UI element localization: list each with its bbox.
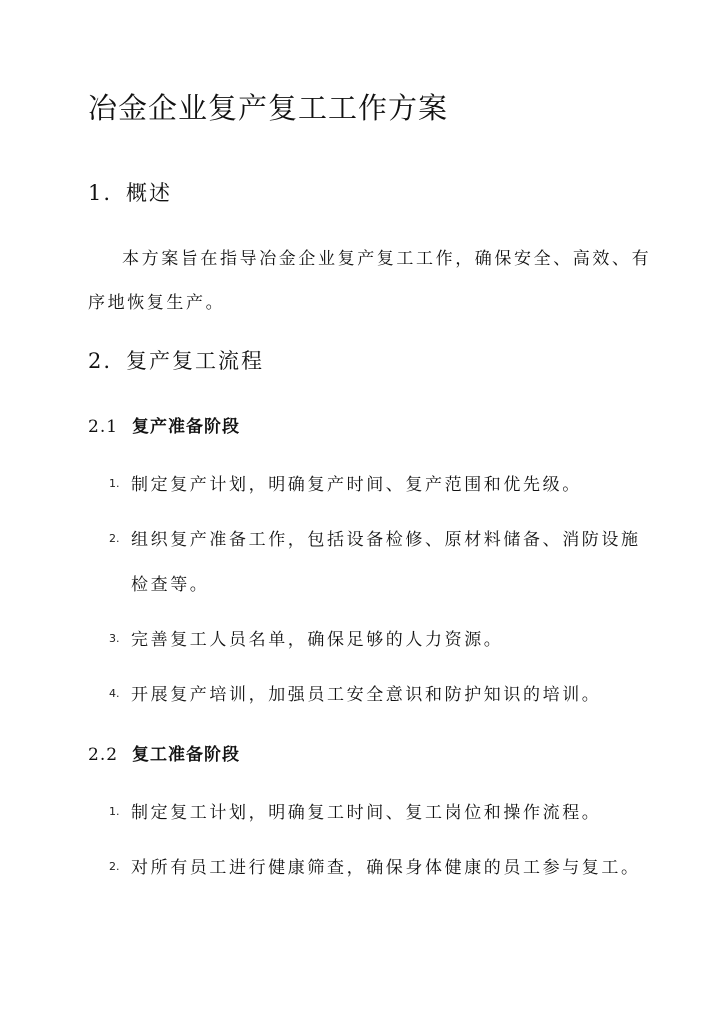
subsection-2-1-title: 复产准备阶段 [132, 417, 240, 437]
subsection-2-1-heading [88, 412, 240, 437]
list-item-number: 2. [109, 532, 120, 545]
document-title: 冶金企业复产复工工作方案 [88, 91, 449, 125]
list-item-text: 开展复产培训，加强员工安全意识和防护知识的培训。 [131, 685, 602, 705]
list-item-text-continued: 检查等。 [131, 575, 210, 595]
subsection-2-1-number: 2.1 [88, 417, 119, 437]
section-1-title: 概述 [126, 181, 172, 205]
subsection-2-2-number: 2.2 [88, 745, 119, 765]
section-2-number: 2. [88, 349, 113, 373]
section-1-number: 1. [88, 181, 113, 205]
section-2-heading [88, 345, 264, 375]
list-item-number: 4. [109, 687, 120, 700]
list-item-text: 对所有员工进行健康筛查，确保身体健康的员工参与复工。 [131, 858, 641, 878]
list-item-text: 组织复产准备工作，包括设备检修、原材料储备、消防设施 [131, 530, 641, 550]
list-item-number: 3. [109, 632, 120, 645]
section-1-paragraph-line-1: 本方案旨在指导冶金企业复产复工工作，确保安全、高效、有 [122, 249, 652, 269]
section-1-paragraph-line-2: 序地恢复生产。 [88, 293, 226, 313]
list-item-number: 2. [109, 860, 120, 873]
list-item-text: 制定复产计划，明确复产时间、复产范围和优先级。 [131, 475, 582, 495]
list-item-text: 完善复工人员名单，确保足够的人力资源。 [131, 630, 504, 650]
section-1-heading [88, 177, 172, 207]
section-2-title: 复产复工流程 [126, 349, 264, 373]
list-item-number: 1. [109, 477, 120, 490]
subsection-2-2-title: 复工准备阶段 [132, 745, 240, 765]
list-item-text: 制定复工计划，明确复工时间、复工岗位和操作流程。 [131, 803, 602, 823]
subsection-2-2-heading [88, 740, 240, 765]
list-item-number: 1. [109, 805, 120, 818]
